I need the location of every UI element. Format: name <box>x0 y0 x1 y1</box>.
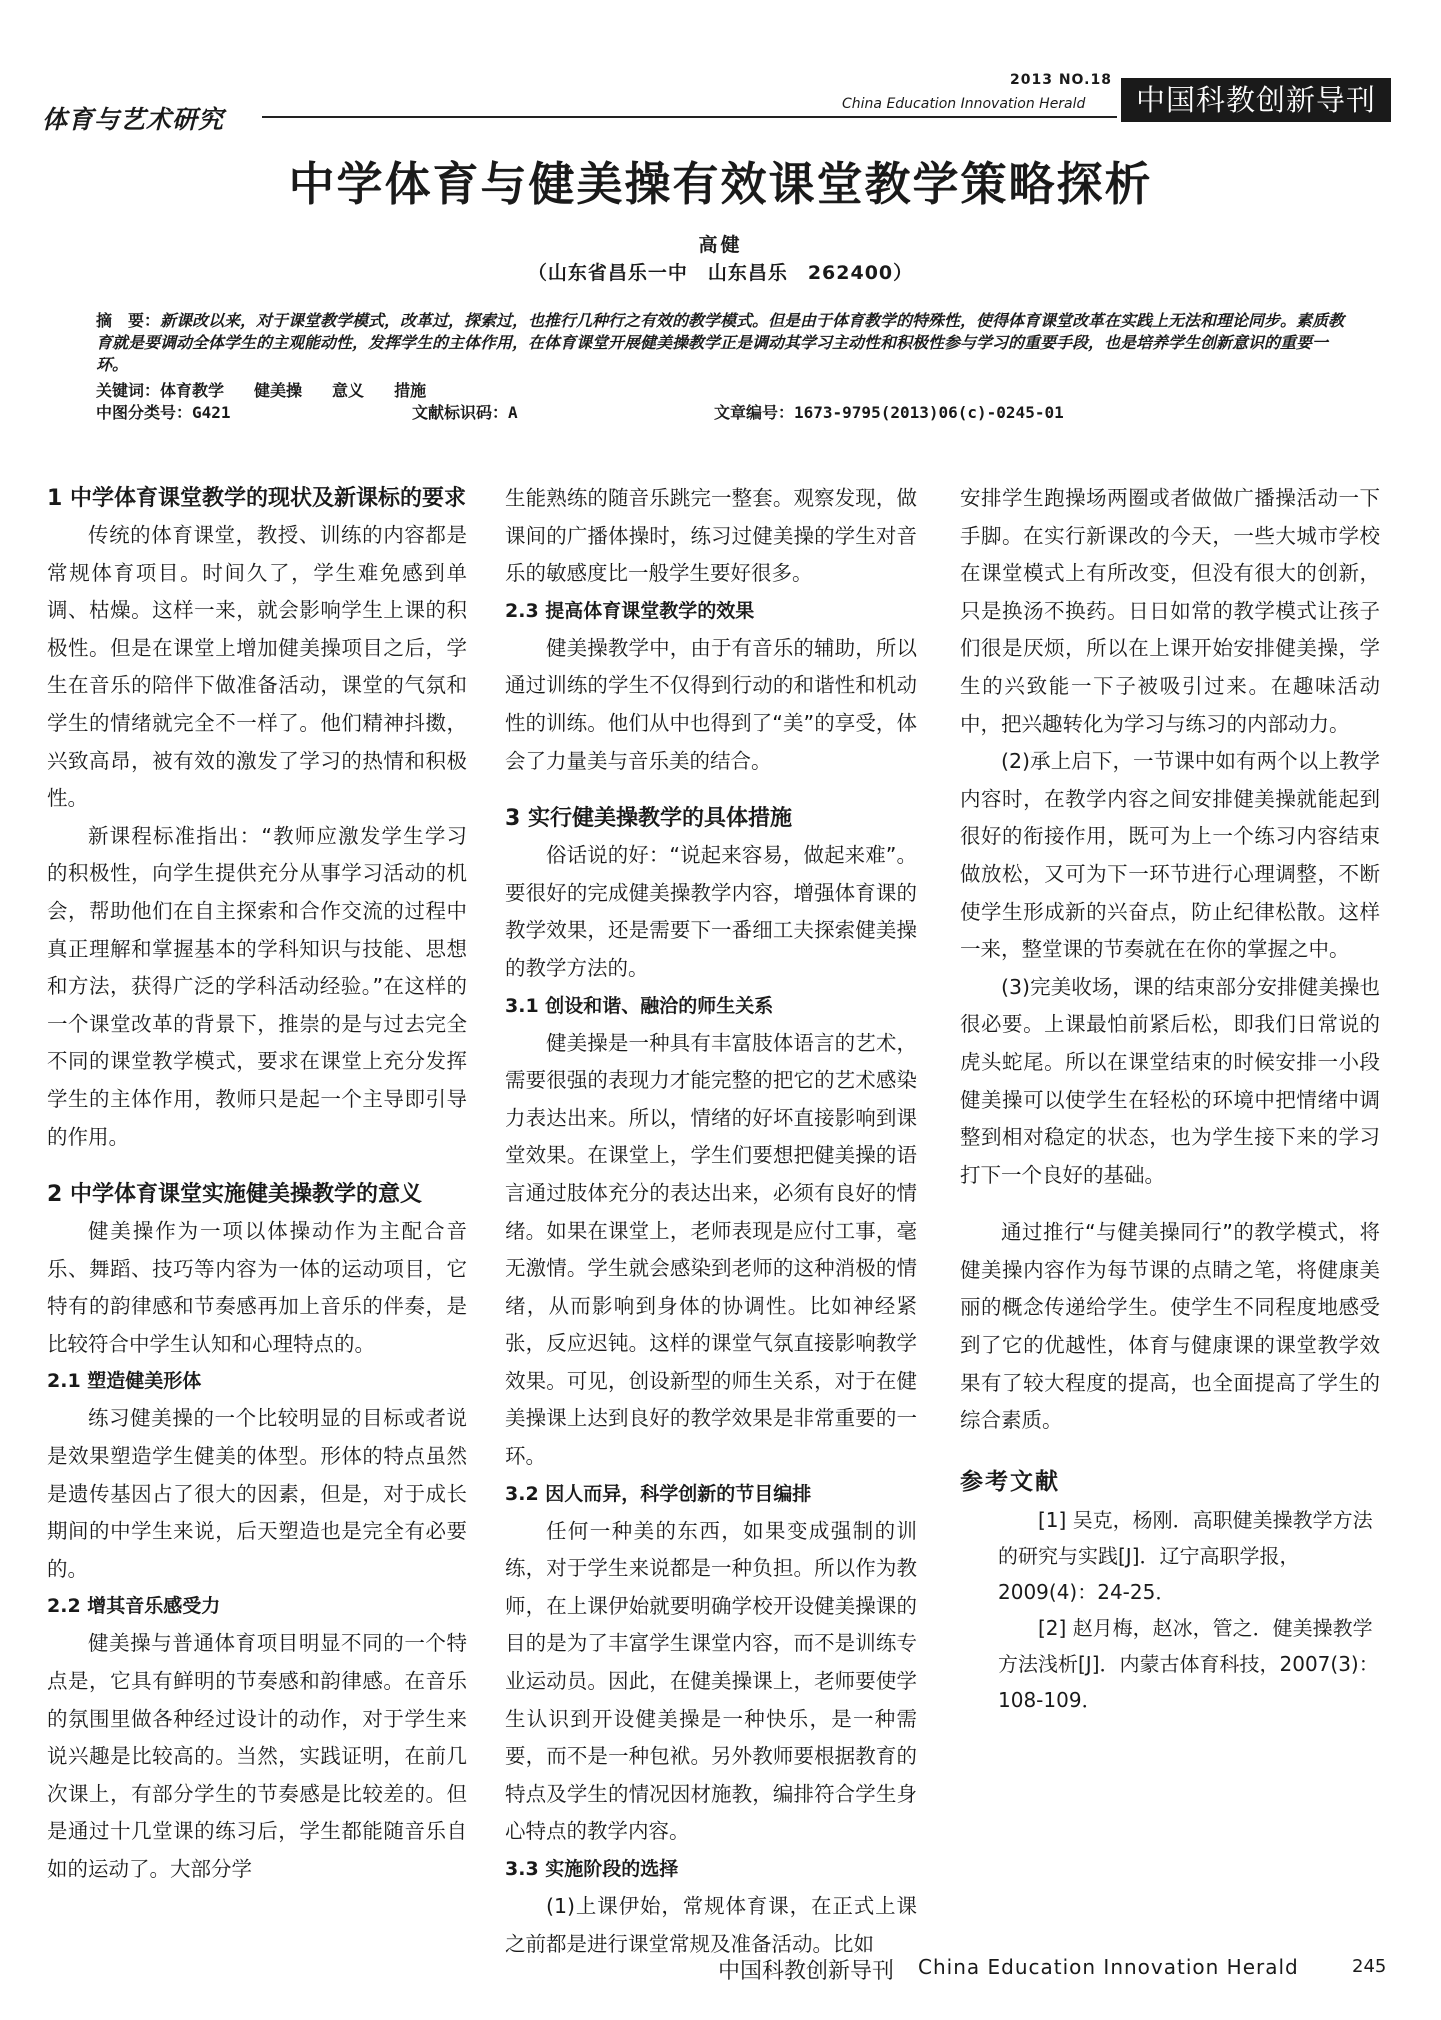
section-heading: 2 中学体育课堂实施健美操教学的意义 <box>47 1182 422 1208</box>
issue-number: 2013 NO.18 <box>1010 72 1112 88</box>
footer-journal-cn: 中国科教创新导刊 <box>718 1959 895 1984</box>
paragraph: (1)上课伊始，常规体育课，在正式上课之前都是进行课堂常规及准备活动。比如 <box>505 1894 917 1956</box>
author-name: 高健 <box>698 234 743 256</box>
paragraph: 健美操与普通体育项目明显不同的一个特点是，它具有鲜明的节奏感和韵律感。在音乐的氛围里做各种经过设计的动作，对于学生来说兴趣是比较高的。当然，实践证明，在前几次课上，有部分学生的节奏感是比较差的。但是通过十几堂课的练习后，学生都能随音乐自如的运动了。大部分学 <box>47 1631 467 1881</box>
clc-number: 中图分类号：G421 <box>96 403 231 422</box>
paragraph: (2)承上启下，一节课中如有两个以上教学内容时，在教学内容之间安排健美操就能起到很好的衔接作用，既可为上一个练习内容结束做放松，又可为下一环节进行心理调整，不断使学生形成新的兴奋点，防止纪律松散。这样一来，整堂课的节奏就在在你的掌握之中。 <box>960 749 1380 962</box>
paragraph: 新课程标准指出：“教师应激发学生学习的积极性，向学生提供充分从事学习活动的机会，帮助他们在自主探索和合作交流的过程中真正理解和掌握基本的学科知识与技能、思想和方法，获得广泛的学科活动经验。”在这样的一个课堂改革的背景下，推崇的是与过去完全不同的课堂教学模式，要求在课堂上充分发挥学生的主体作用，教师只是起一个主导即引导的作用。 <box>47 823 467 1149</box>
paragraph: 健美操教学中，由于有音乐的辅助，所以通过训练的学生不仅得到行动的和谐性和机动性的训练。他们从中也得到了“美”的享受，体会了力量美与音乐美的结合。 <box>505 635 917 773</box>
keyword: 意义 <box>332 381 365 400</box>
references-heading: 参考文献 <box>960 1468 1060 1495</box>
subsection-heading: 3.3 实施阶段的选择 <box>505 1858 679 1880</box>
abstract <box>96 310 1346 376</box>
paragraph: 练习健美操的一个比较明显的目标或者说是效果塑造学生健美的体型。形体的特点虽然是遗传基因占了很大的因素，但是，对于成长期间的中学生来说，后天塑造也是完全有必要的。 <box>47 1406 467 1581</box>
journal-name-banner: 中国科教创新导刊 <box>1121 78 1391 122</box>
abstract-text: 新课改以来，对于课堂教学模式，改革过，探索过，也推行几种行之有效的教学模式。但是由于体育教学的特殊性，使得体育课堂改革在实践上无法和理论同步。素质教育就是要调动全体学生的主观能动性，发挥学生的主体作用，在体育课堂开展健美操教学正是调动其学习主动性和积极性参与学习的重要手段，也是培养学生创新意识的重要一环。 <box>96 311 1345 374</box>
paragraph: (3)完美收场，课的结束部分安排健美操也很必要。上课最怕前紧后松，即我们日常说的虎头蛇尾。所以在课堂结束的时候安排一小段健美操可以使学生在轻松的环境中把情绪中调整到相对稳定的状态，也为学生接下来的学习打下一个良好的基础。 <box>960 974 1380 1187</box>
abstract-label: 摘 要： <box>96 311 161 330</box>
article-number: 文章编号：1673-9795(2013)06(c)-0245-01 <box>714 403 1064 422</box>
paragraph: 任何一种美的东西，如果变成强制的训练，对于学生来说都是一种负担。所以作为教师，在上课伊始就要明确学校开设健美操课的目的是为了丰富学生课堂内容，而不是训练专业运动员。因此，在健美操课上，老师要使学生认识到开设健美操是一种快乐，是一种需要，而不是一种包袱。另外教师要根据教育的特点及学生的情况因材施教，编排符合学生身心特点的教学内容。 <box>505 1518 917 1844</box>
subsection-heading: 3.2 因人而异，科学创新的节目编排 <box>505 1482 812 1505</box>
document-code: 文献标识码：A <box>412 403 518 422</box>
paragraph: 通过推行“与健美操同行”的教学模式，将健美操内容作为每节课的点睛之笔，将健康美丽的概念传递给学生。使学生不同程度地感受到了它的优越性，体育与健康课的课堂教学效果有了较大程度的提高，也全面提高了学生的综合素质。 <box>960 1220 1380 1433</box>
keyword: 体育教学 <box>160 381 225 400</box>
reference-item: [1] 吴克，杨刚．高职健美操教学方法的研究与实践[J]．辽宁高职学报，2009(4)：24-25． <box>998 1507 1373 1604</box>
subsection-heading: 2.2 增其音乐感受力 <box>47 1595 221 1618</box>
paragraph: 生能熟练的随音乐跳完一整套。观察发现，做课间的广播体操时，练习过健美操的学生对音乐的敏感度比一般学生要好很多。 <box>505 486 917 586</box>
subsection-heading: 3.1 创设和谐、融洽的师生关系 <box>505 994 774 1017</box>
section-heading: 1 中学体育课堂教学的现状及新课标的要求 <box>47 486 466 511</box>
journal-name-en: China Education Innovation Herald <box>842 96 1086 112</box>
paragraph: 传统的体育课堂，教授、训练的内容都是常规体育项目。时间久了，学生难免感到单调、枯燥。这样一来，就会影响学生上课的积极性。但是在课堂上增加健美操项目之后，学生在音乐的陪伴下做准备活动，课堂的气氛和学生的情绪就完全不一样了。他们精神抖擞，兴致高昂，被有效的激发了学习的热情和积极性。 <box>47 523 467 811</box>
paragraph: 俗话说的好：“说起来容易，做起来难”。要很好的完成健美操教学内容，增强体育课的教学效果，还是需要下一番细工夫探索健美操的教学方法的。 <box>505 843 917 980</box>
footer-journal-en: China Education Innovation Herald <box>918 1955 1299 1979</box>
paragraph: 健美操是一种具有丰富肢体语言的艺术，需要很强的表现力才能完整的把它的艺术感染力表达出来。所以，情绪的好坏直接影响到课堂效果。在课堂上，学生们要想把健美操的语言通过肢体充分的表达出来，必须有良好的情绪。如果在课堂上，老师表现是应付工事，毫无激情。学生就会感染到老师的这种消极的情绪，从而影响到身体的协调性。比如神经紧张，反应迟钝。这样的课堂气氛直接影响教学效果。可见，创设新型的师生关系，对于在健美操课上达到良好的教学效果是非常重要的一环。 <box>505 1030 917 1469</box>
reference-item: [2] 赵月梅，赵冰，管之．健美操教学方法浅析[J]．内蒙古体育科技，2007(3)：108-109． <box>998 1615 1379 1712</box>
paragraph: 安排学生跑操场两圈或者做做广播操活动一下手脚。在实行新课改的今天，一些大城市学校在课堂模式上有所改变，但没有很大的创新，只是换汤不换药。日日如常的教学模式让孩子们很是厌烦，所以在上课开始安排健美操，学生的兴致能一下子被吸引过来。在趣味活动中，把兴趣转化为学习与练习的内部动力。 <box>960 486 1380 736</box>
keyword: 健美操 <box>254 381 303 400</box>
article-title: 中学体育与健美操有效课堂教学策略探析 <box>288 157 1153 211</box>
paragraph: 健美操作为一项以体操动作为主配合音乐、舞蹈、技巧等内容为一体的运动项目，它特有的韵律感和节奏感再加上音乐的伴奏，是比较符合中学生认知和心理特点的。 <box>47 1219 467 1356</box>
keyword: 措施 <box>394 381 427 400</box>
page-number: 245 <box>1352 1956 1387 1977</box>
header-rule <box>262 116 1117 118</box>
keywords-label: 关键词： <box>96 381 161 400</box>
author-affiliation: （山东省昌乐一中 山东昌乐 262400） <box>527 262 914 284</box>
section-heading: 3 实行健美操教学的具体措施 <box>505 806 792 832</box>
subsection-heading: 2.3 提高体育课堂教学的效果 <box>505 599 755 622</box>
keywords <box>96 380 1346 402</box>
column-3 <box>960 480 1380 1718</box>
subsection-heading: 2.1 塑造健美形体 <box>47 1370 202 1393</box>
section-label: 体育与艺术研究 <box>42 105 225 134</box>
column-1 <box>47 480 467 1889</box>
column-2 <box>505 480 917 1963</box>
